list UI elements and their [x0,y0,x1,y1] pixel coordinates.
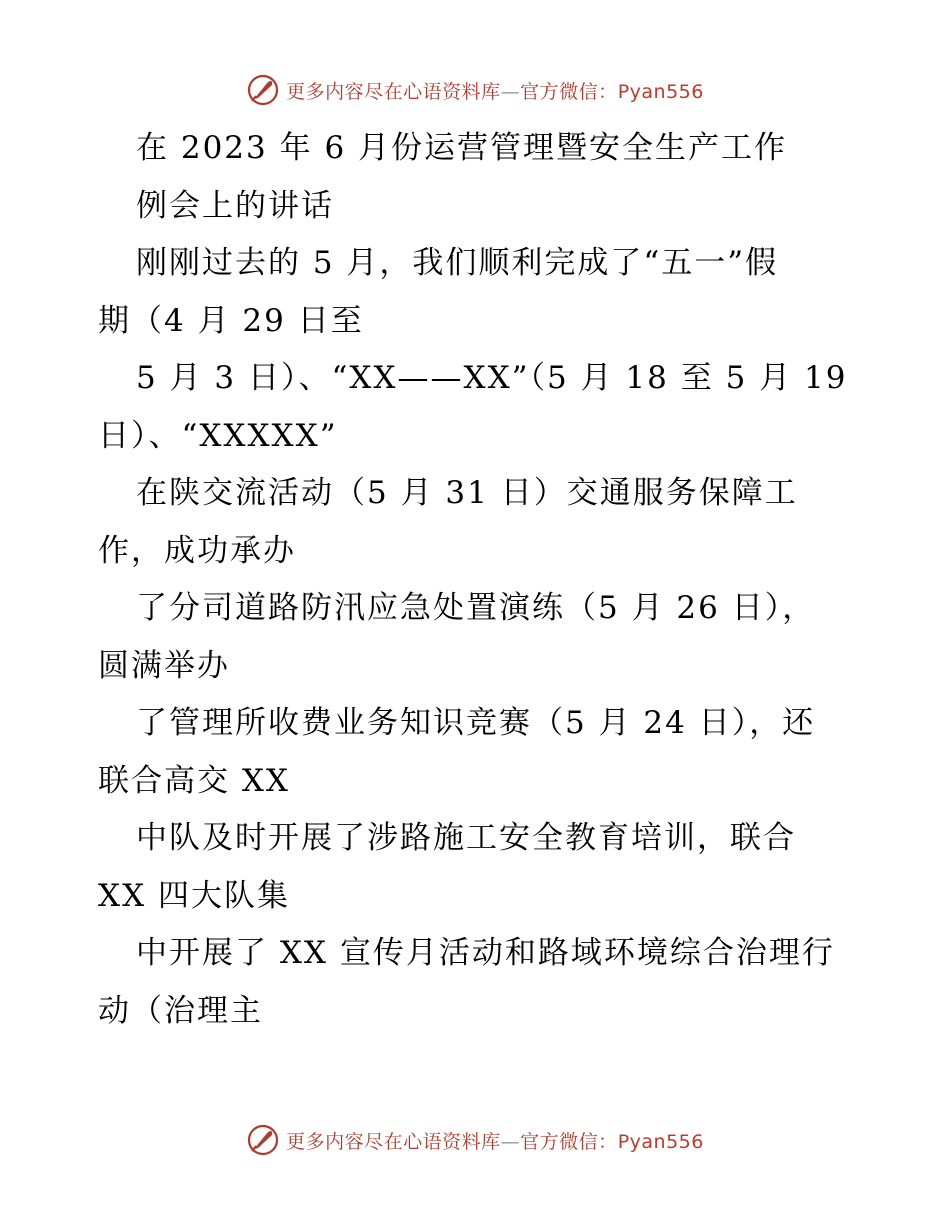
text-line: 日）、“XXXXX” [98,417,338,454]
text-line: 在陕交流活动（5 月 31 日）交通服务保障工 [136,475,798,511]
text-line: 联合高交 XX [98,762,290,799]
document-body [98,120,858,1040]
text-line: XX 四大队集 [98,877,290,914]
text-line: 刚刚过去的 5 月，我们顺利完成了“五一”假 [136,245,779,281]
watermark-text: 更多内容尽在心语资料库—官方微信：Pyan556 [286,80,704,103]
text-line: 期（4 月 29 日至 [98,302,364,339]
feather-pen-circle-icon [246,73,280,107]
text-line: 在 2023 年 6 月份运营管理暨安全生产工作 [136,130,788,166]
text-line: 了分司道路防汛应急处置演练（5 月 26 日）， [136,590,816,626]
text-line: 中队及时开展了涉路施工安全教育培训，联合 [136,820,796,856]
text-line: 5 月 3 日）、“XX——XX”（5 月 18 至 5 月 19 [136,360,848,396]
header-watermark [0,70,950,110]
feather-pen-circle-icon [246,1123,280,1157]
text-line: 作，成功承办 [98,532,296,569]
watermark-text: 更多内容尽在心语资料库—官方微信：Pyan556 [286,1130,704,1153]
footer-watermark [0,1120,950,1160]
text-line: 动（治理主 [98,992,263,1029]
text-line: 圆满举办 [98,647,230,684]
text-line: 例会上的讲话 [136,187,334,224]
text-line: 了管理所收费业务知识竞赛（5 月 24 日），还 [136,705,816,741]
text-line: 中开展了 XX 宣传月活动和路域环境综合治理行 [136,935,835,971]
